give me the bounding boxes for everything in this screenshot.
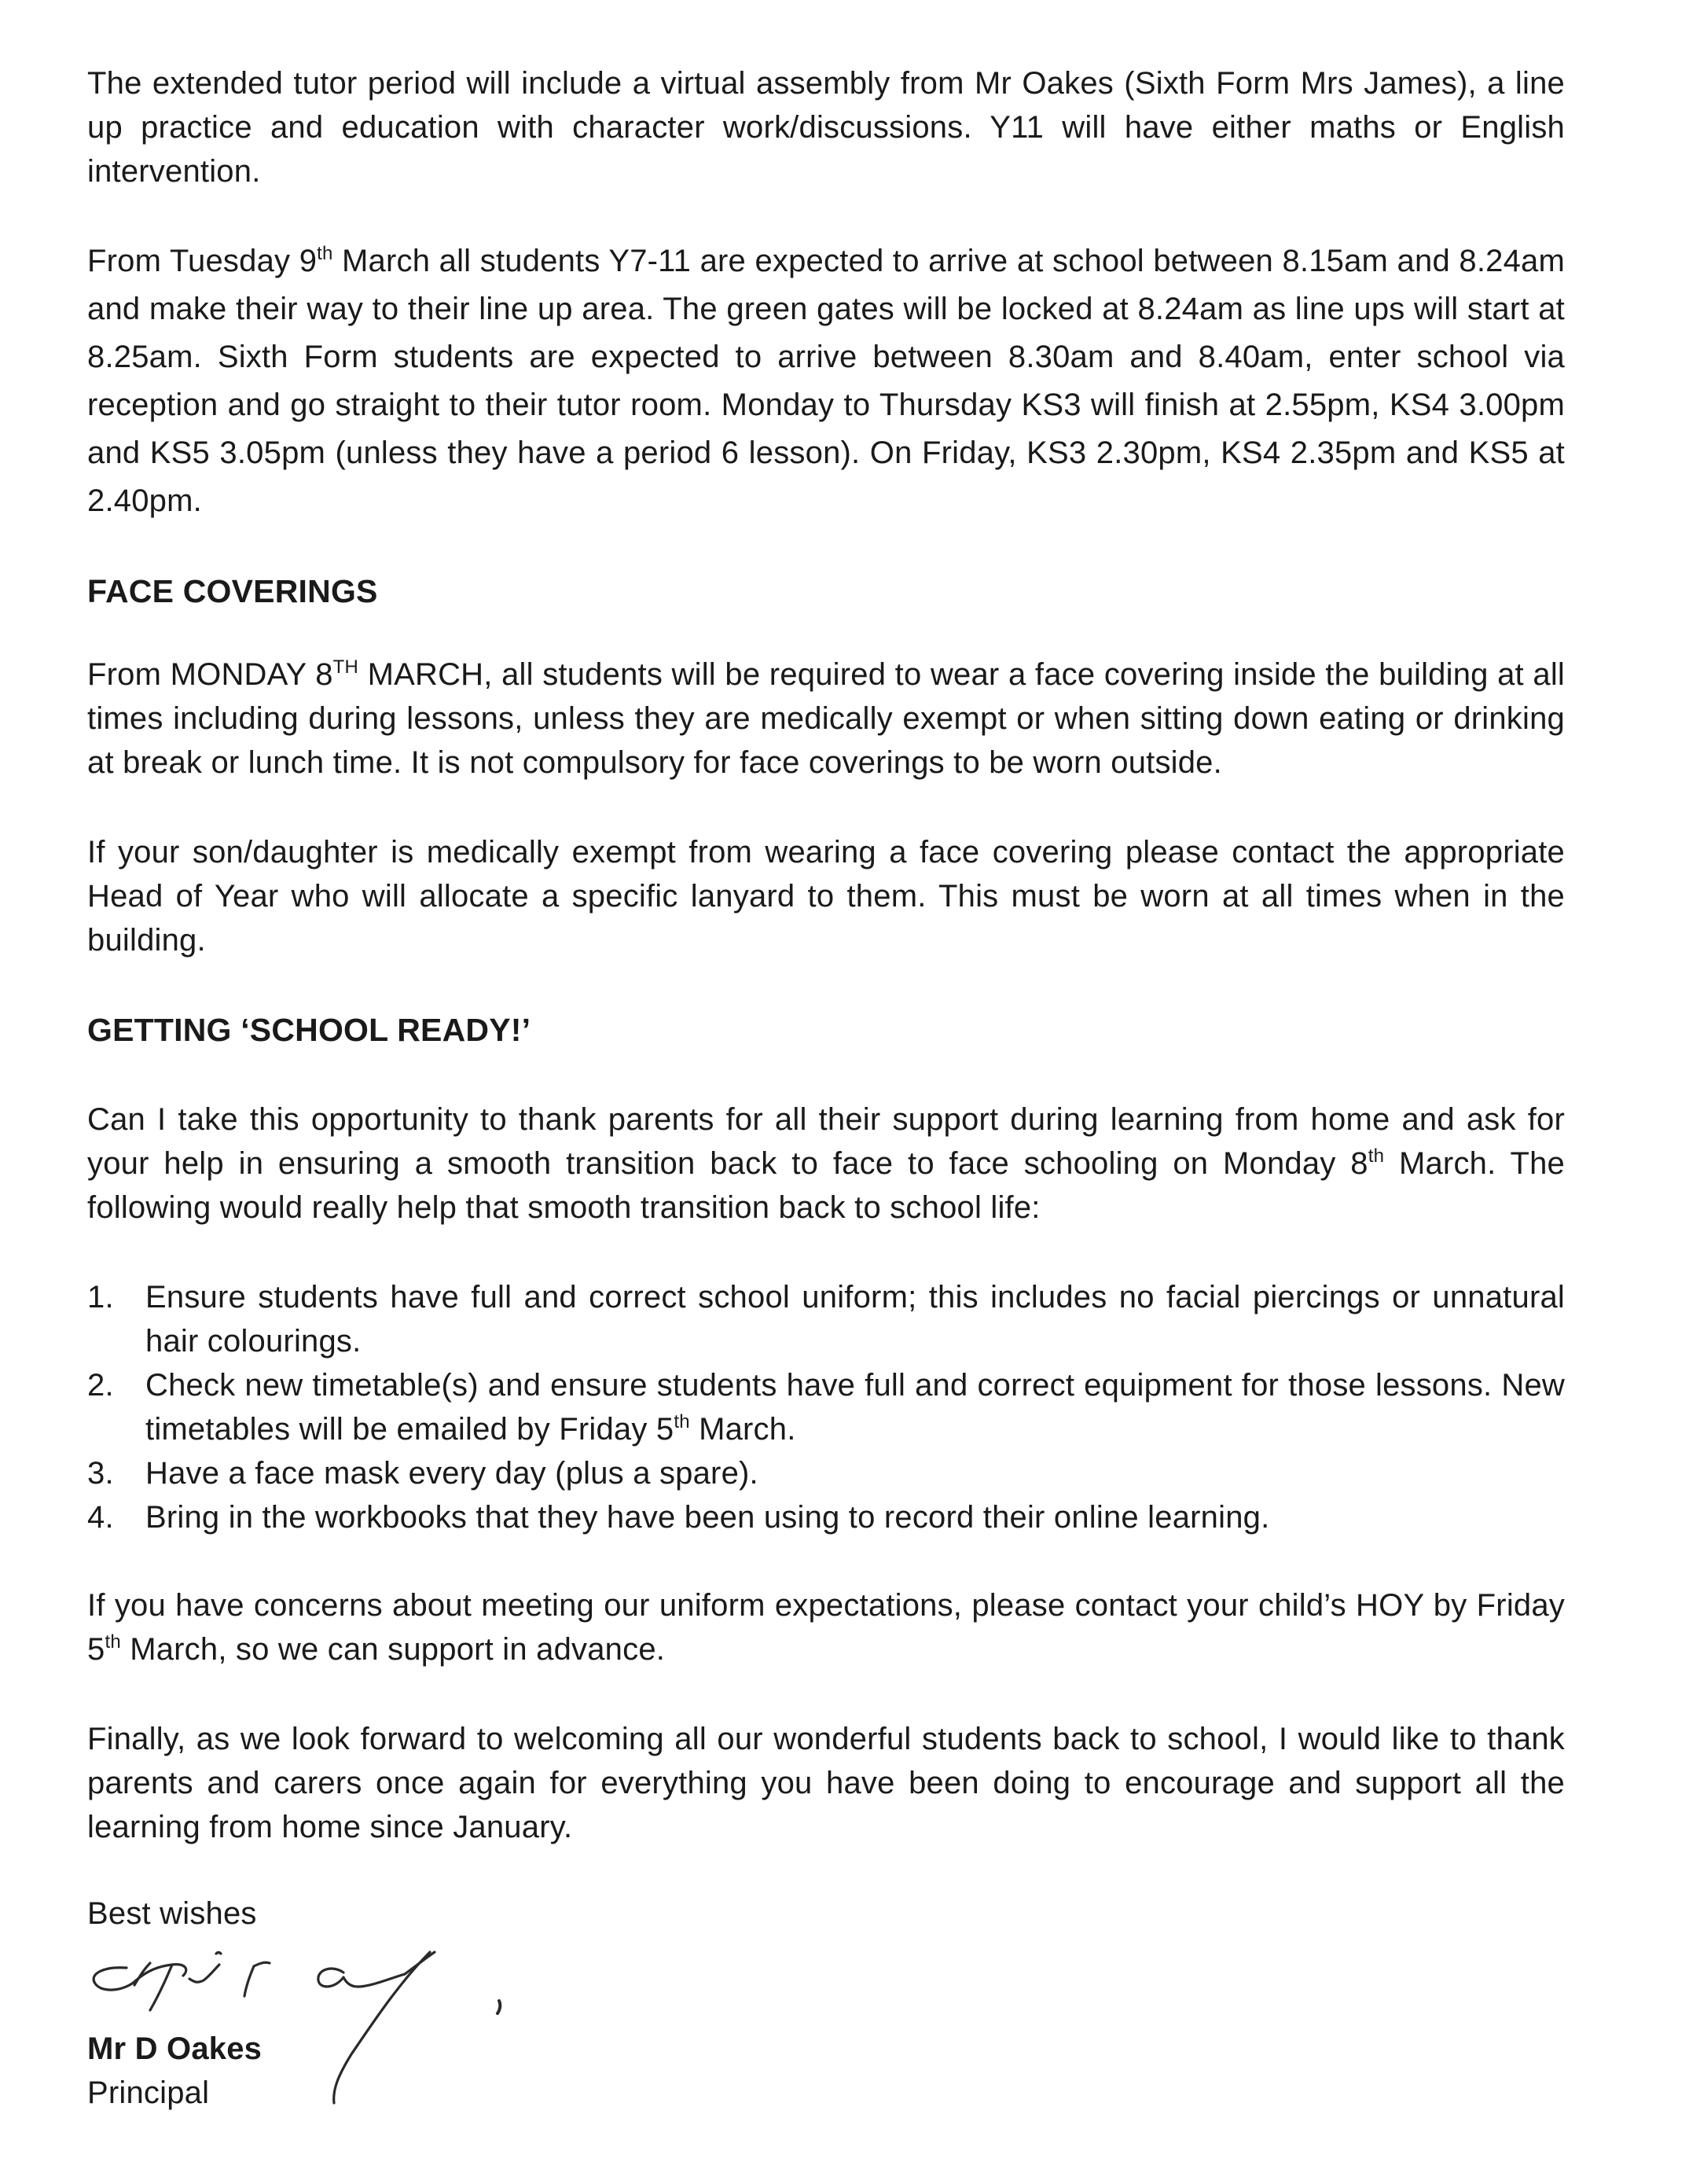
list-text: Ensure students have full and correct school uniform; this includes no facial piercings or unnatural hair colourings. (145, 1280, 1565, 1359)
paragraph-face-coverings (87, 653, 1565, 785)
paragraph-arrival-times (87, 237, 1565, 525)
list-text-start: Check new timetable(s) and ensure students have full and correct equipment for those lessons. New timetables will be emailed by Friday 5 (145, 1368, 1565, 1447)
list-number: 4. (87, 1500, 114, 1535)
thank-ordinal: th (1368, 1145, 1385, 1167)
list-text (145, 1363, 1565, 1451)
face-ordinal: TH (332, 656, 359, 678)
paragraph-medical-exempt: If your son/daughter is medically exempt from wearing a face covering please contact the appropriate Head of Year who will allocate a specific lanyard to them. This must be worn at all times when in the building. (87, 835, 1565, 958)
uniform-text-start: If you have concerns about meeting our uniform expectations, please contact your child’s HOY by Friday 5 (87, 1588, 1565, 1667)
list-item (87, 1495, 1565, 1539)
closing-line: Best wishes (87, 1896, 257, 1931)
paragraph-thank-parents (87, 1098, 1565, 1230)
list-item (87, 1451, 1565, 1495)
list-text-rest: March. (689, 1412, 796, 1447)
arrival-text-start: From Tuesday 9 (87, 244, 318, 278)
handwritten-signature (72, 1935, 637, 2116)
thank-text-rest: March. The following would really help that smooth transition back to school life: (87, 1146, 1565, 1225)
list-item (87, 1275, 1565, 1363)
list-text: Bring in the workbooks that they have been using to record their online learning. (145, 1500, 1270, 1535)
uniform-text-rest: March, so we can support in advance. (120, 1632, 666, 1667)
list-text: Have a face mask every day (plus a spare). (145, 1456, 758, 1491)
checklist (87, 1275, 1565, 1539)
thank-text-start: Can I take this opportunity to thank parents for all their support during learning from home and ask for your help in ensuring a smooth transition back to face to face schooling on Monday 8 (87, 1102, 1565, 1181)
signatory-name: Mr D Oakes (87, 2031, 263, 2066)
signature-block (87, 1892, 1565, 2115)
heading-school-ready: GETTING ‘SCHOOL READY!’ (87, 1012, 531, 1048)
heading-face-coverings: FACE COVERINGS (87, 573, 378, 609)
paragraph-uniform-concerns (87, 1583, 1565, 1671)
arrival-text-rest: March all students Y7-11 are expected to arrive at school between 8.15am and 8.24am and make their way to their line up area. The green gates will be locked at 8.24am as line ups will start at 8.25am. Sixth Form students are expected to arrive between 8.30am and 8.40am, enter school via reception and go straight to their tutor room. Monday to Thursday KS3 will finish at 2.55pm, KS4 3.00pm and KS5 3.05pm (unless they have a period 6 lesson). On Friday, KS3 2.30pm, KS4 2.35pm and KS5 at 2.40pm. (87, 244, 1565, 518)
paragraph-finally: Finally, as we look forward to welcoming all our wonderful students back to school, I would like to thank parents and carers once again for everything you have been doing to encourage and support all the learning from home since January. (87, 1722, 1565, 1844)
letter-body (87, 61, 1565, 2115)
list-item (87, 1363, 1565, 1451)
face-text-rest: MARCH, all students will be required to wear a face covering inside the building at all times including during lessons, unless they are medically exempt or when sitting down eating or drinking at break or lunch time. It is not compulsory for face coverings to be worn outside. (87, 657, 1565, 780)
paragraph-tutor-period: The extended tutor period will include a virtual assembly from Mr Oakes (Sixth Form Mrs James), a line up practice and education with character work/discussions. Y11 will have either maths or English intervention. (87, 66, 1565, 189)
list-number: 3. (87, 1456, 114, 1491)
face-text-start: From MONDAY 8 (87, 657, 333, 692)
arrival-ordinal: th (317, 243, 333, 264)
uniform-ordinal: th (105, 1631, 121, 1653)
signatory-title: Principal (87, 2076, 210, 2110)
list-number: 2. (87, 1368, 114, 1403)
list-number: 1. (87, 1280, 114, 1314)
list-ordinal: th (674, 1411, 690, 1432)
